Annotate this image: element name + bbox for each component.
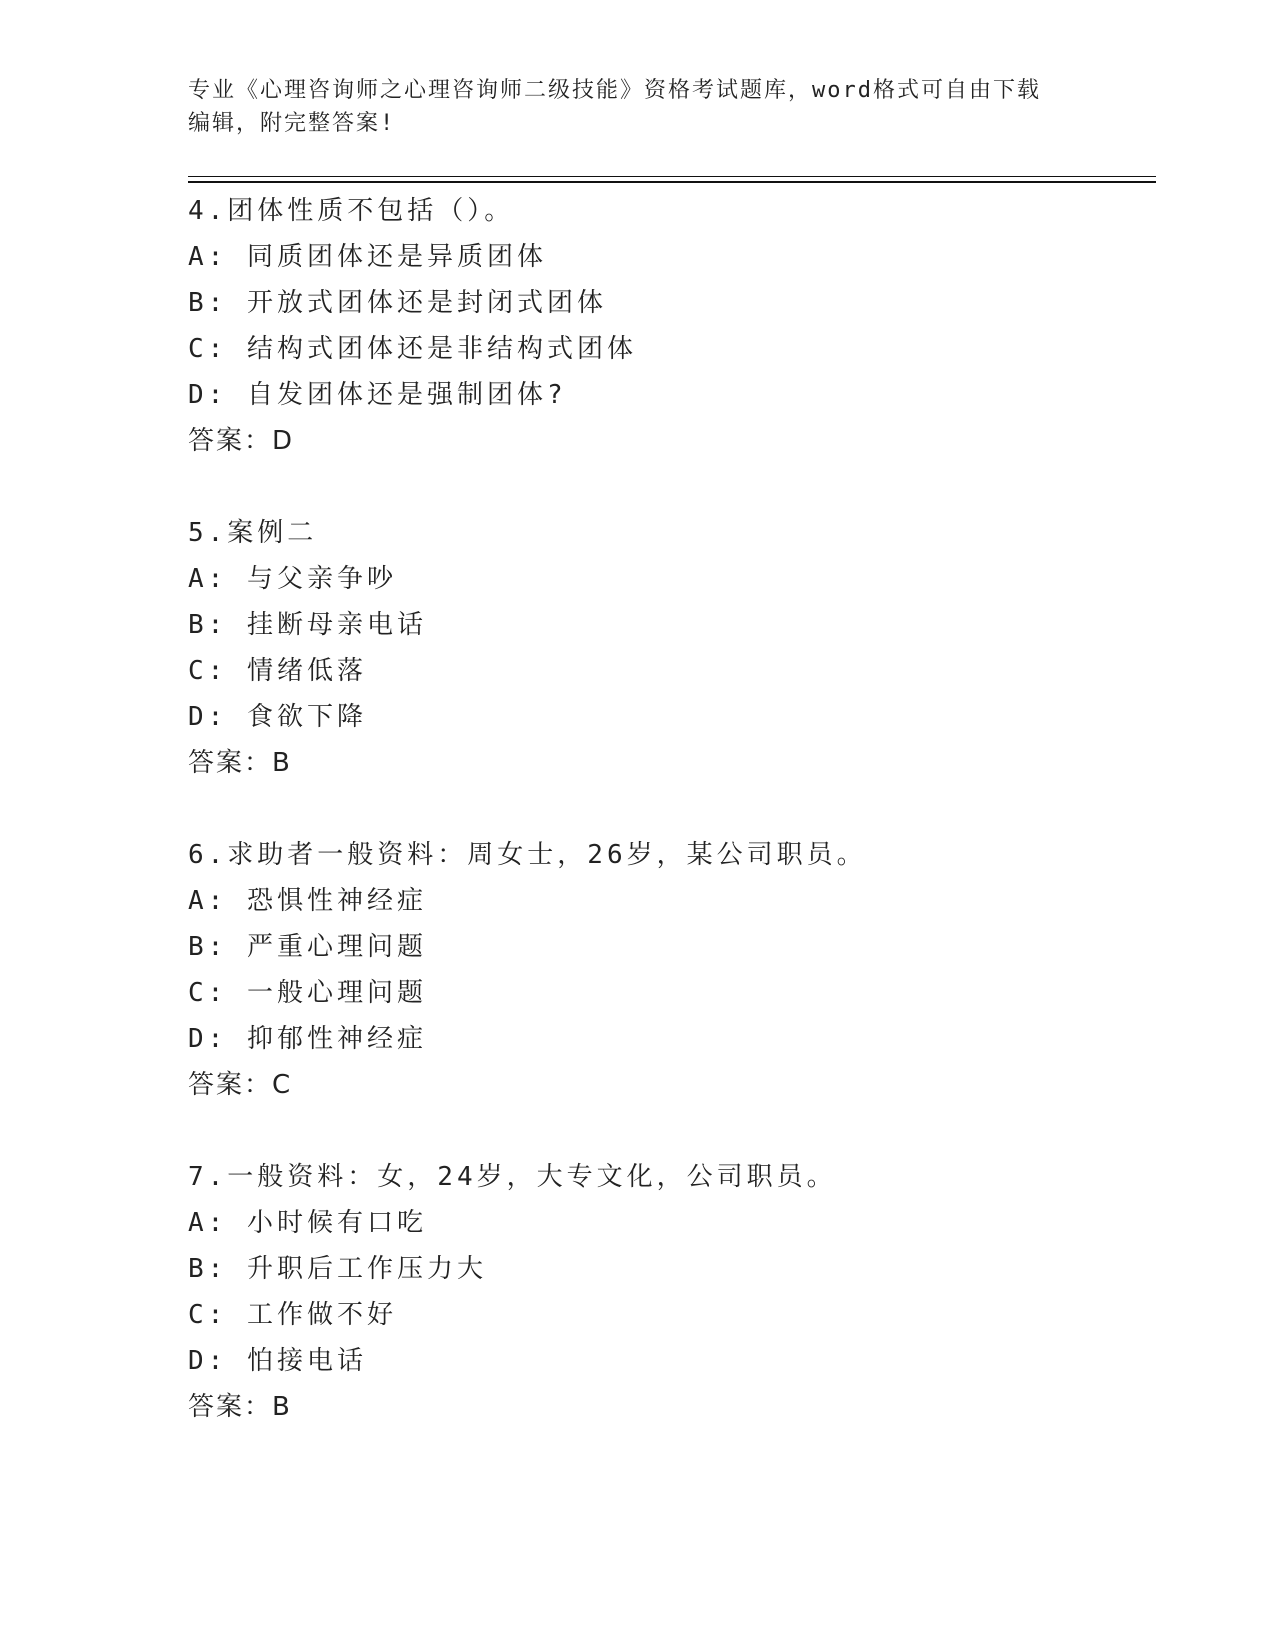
question-5 <box>188 510 1148 786</box>
option-a: A: 同质团体还是异质团体 <box>188 242 547 272</box>
option-c: C: 结构式团体还是非结构式团体 <box>188 334 637 364</box>
option-b: B: 升职后工作压力大 <box>188 1254 487 1284</box>
option-a: A: 小时候有口吃 <box>188 1208 427 1238</box>
question-stem: 5.案例二 <box>188 518 318 548</box>
answer-label: 答案：D <box>188 426 295 456</box>
header-rule-thin <box>188 176 1156 177</box>
option-a: A: 与父亲争吵 <box>188 564 397 594</box>
question-4 <box>188 188 1148 464</box>
option-d: D: 自发团体还是强制团体? <box>188 380 567 410</box>
option-b: B: 挂断母亲电话 <box>188 610 427 640</box>
answer-label: 答案：B <box>188 748 292 778</box>
option-d: D: 怕接电话 <box>188 1346 367 1376</box>
question-list <box>188 188 1148 1476</box>
header-rule-thick <box>188 181 1156 183</box>
question-stem: 7.一般资料：女，24岁，大专文化，公司职员。 <box>188 1162 837 1192</box>
option-d: D: 食欲下降 <box>188 702 367 732</box>
answer-label: 答案：C <box>188 1070 293 1100</box>
question-6 <box>188 832 1148 1108</box>
option-d: D: 抑郁性神经症 <box>188 1024 427 1054</box>
option-c: C: 工作做不好 <box>188 1300 397 1330</box>
header-line-1: 专业《心理咨询师之心理咨询师二级技能》资格考试题库，word格式可自由下载 <box>188 78 1041 103</box>
question-7 <box>188 1154 1148 1430</box>
option-b: B: 严重心理问题 <box>188 932 427 962</box>
answer-label: 答案：B <box>188 1392 292 1422</box>
document-header <box>188 74 1068 140</box>
option-b: B: 开放式团体还是封闭式团体 <box>188 288 607 318</box>
option-a: A: 恐惧性神经症 <box>188 886 427 916</box>
option-c: C: 情绪低落 <box>188 656 367 686</box>
question-stem: 4.团体性质不包括（）。 <box>188 196 515 226</box>
header-line-2: 编辑，附完整答案! <box>188 111 396 136</box>
option-c: C: 一般心理问题 <box>188 978 427 1008</box>
question-stem: 6.求助者一般资料：周女士，26岁，某公司职员。 <box>188 840 867 870</box>
